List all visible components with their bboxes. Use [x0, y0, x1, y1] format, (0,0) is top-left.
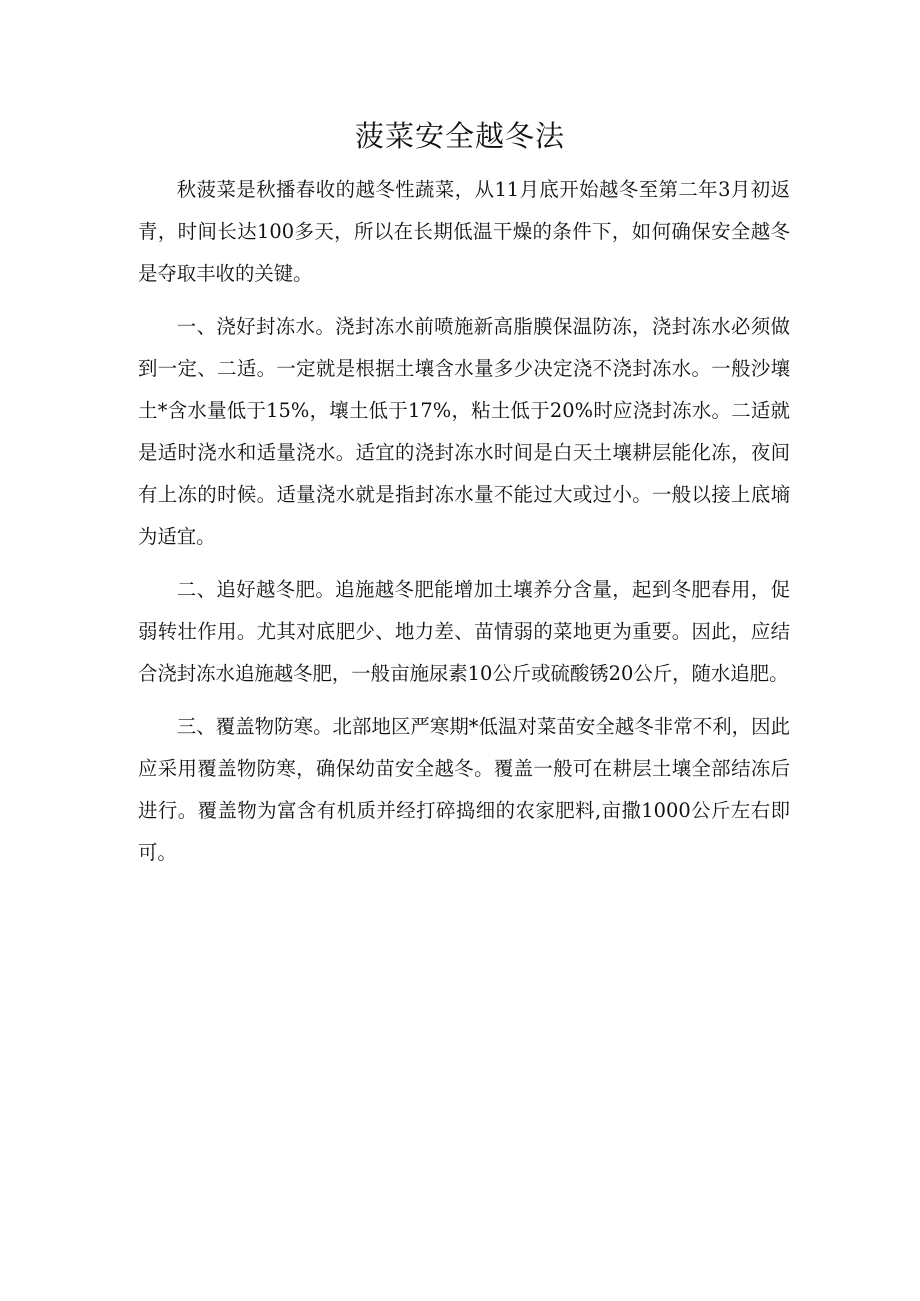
paragraph-intro: 秋菠菜是秋播春收的越冬性蔬菜，从11月底开始越冬至第二年3月初返青，时间长达100多天，所以在长期低温干燥的条件下，如何确保安全越冬是夺取丰收的关键。 [138, 178, 790, 285]
document-title: 菠菜安全越冬法 [354, 119, 565, 153]
paragraph-section-1: 一、浇好封冻水。浇封冻水前喷施新高脂膜保温防冻，浇封冻水必须做到一定、二适。一定就是根据土壤含水量多少决定浇不浇封冻水。一般沙壤土*含水量低于15%，壤土低于17%，粘土低于20%时应浇封冻水。二适就是适时浇水和适量浇水。适宜的浇封冻水时间是白天土壤耕层能化冻，夜间有上冻的时候。适量浇水就是指封冻水量不能过大或过小。一般以接上底墒为适宜。 [138, 315, 790, 548]
paragraph-section-2: 二、追好越冬肥。追施越冬肥能增加土壤养分含量，起到冬肥春用，促弱转壮作用。尤其对底肥少、地力差、苗情弱的菜地更为重要。因此，应结合浇封冻水追施越冬肥，一般亩施尿素10公斤或硫酸锈20公斤，随水追肥。 [138, 578, 790, 685]
document-body [138, 169, 790, 885]
paragraph-section-3: 三、覆盖物防寒。北部地区严寒期*低温对菜苗安全越冬非常不利，因此应采用覆盖物防寒，确保幼苗安全越冬。覆盖一般可在耕层土壤全部结冻后进行。覆盖物为富含有机质并经打碎捣细的农家肥料,亩撒1000公斤左右即可。 [138, 715, 790, 864]
